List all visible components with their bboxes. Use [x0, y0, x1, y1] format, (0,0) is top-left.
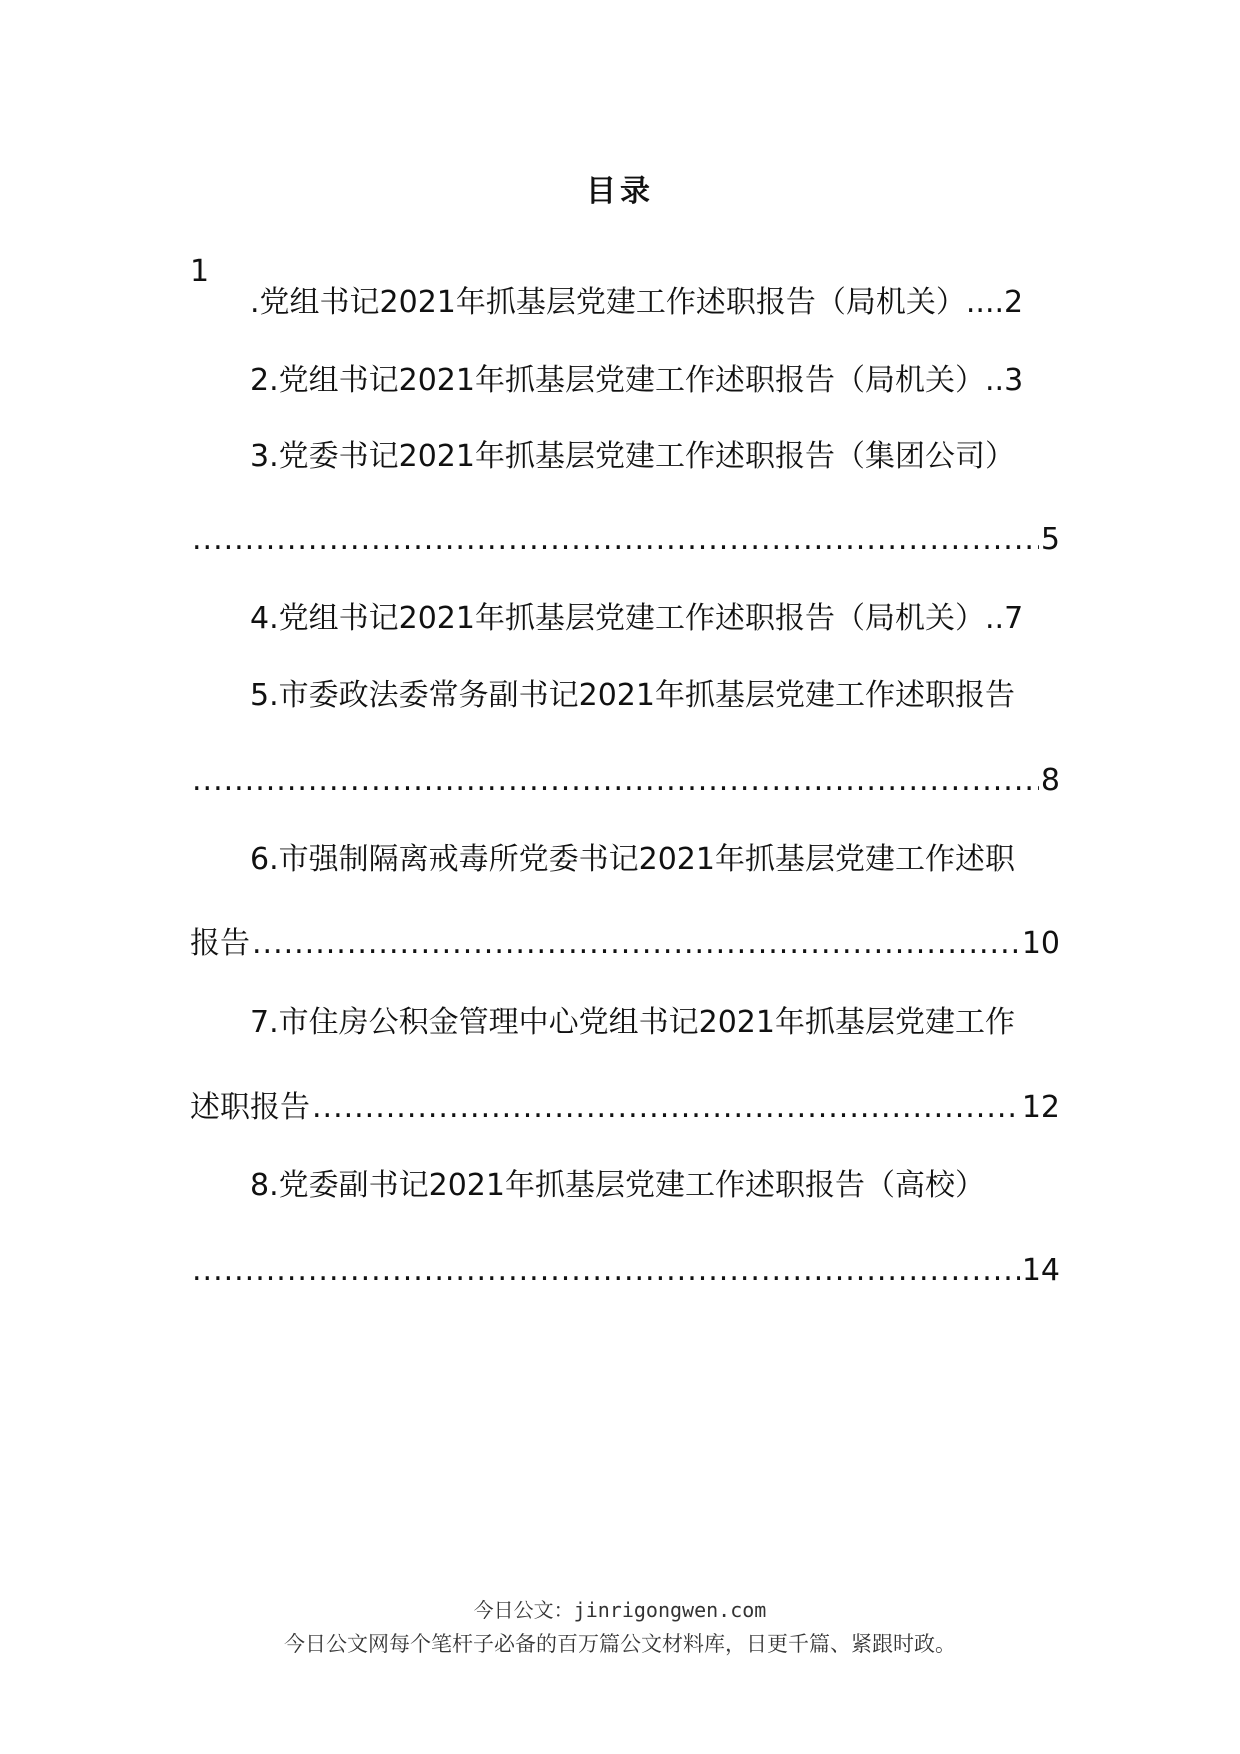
- toc-entry-4[interactable]: [250, 599, 1060, 639]
- toc-entry-page: 7: [1004, 601, 1024, 636]
- toc-entry-continuation: 述职报告: [190, 1090, 310, 1125]
- toc-entry-page: 14: [1021, 1253, 1060, 1288]
- toc-entry-3-leader[interactable]: [190, 520, 1060, 560]
- toc-title: 目录: [586, 174, 654, 209]
- toc-entry-page: 3: [1004, 363, 1024, 398]
- toc-entry-text: 5.市委政法委常务副书记2021年抓基层党建工作述职报告: [250, 678, 1015, 713]
- toc-entry-6-leader[interactable]: [190, 924, 1060, 964]
- toc-entry-text: 6.市强制隔离戒毒所党委书记2021年抓基层党建工作述职: [250, 842, 1015, 877]
- toc-entry-1[interactable]: [250, 283, 1060, 323]
- dot-leader: [192, 520, 1039, 560]
- toc-entry-text: 3.党委书记2021年抓基层党建工作述职报告（集团公司）: [250, 439, 1015, 474]
- toc-entry-5[interactable]: [250, 676, 1060, 716]
- toc-entry-text: 4.党组书记2021年抓基层党建工作述职报告（局机关）: [250, 601, 985, 636]
- toc-entry-8-leader[interactable]: [190, 1251, 1060, 1291]
- toc-lone-number: 1: [190, 254, 210, 289]
- toc-entry-dots: ....: [965, 285, 1005, 320]
- dot-leader: [192, 1251, 1020, 1291]
- toc-entry-text: 2.党组书记2021年抓基层党建工作述职报告（局机关）: [250, 363, 985, 398]
- footer-slogan: 今日公文网每个笔杆子必备的百万篇公文材料库，日更千篇、紧跟时政。: [284, 1632, 956, 1656]
- toc-entry-2[interactable]: [250, 361, 1060, 401]
- toc-entry-8[interactable]: [250, 1166, 1060, 1206]
- toc-entry-dots: ..: [984, 363, 1005, 398]
- toc-entry-3[interactable]: [250, 437, 1060, 477]
- dot-leader: [312, 1088, 1020, 1128]
- footer-label: 今日公文：: [473, 1598, 574, 1622]
- toc-entry-continuation: 报告: [190, 926, 250, 961]
- toc-entry-dots: ..: [984, 601, 1005, 636]
- toc-entry-page: 5: [1040, 522, 1060, 557]
- toc-entry-text: 7.市住房公积金管理中心党组书记2021年抓基层党建工作: [250, 1005, 1015, 1040]
- footer-site: [0, 1594, 1240, 1623]
- toc-entry-page: 8: [1040, 763, 1060, 798]
- toc-entry-page: 12: [1021, 1090, 1060, 1125]
- toc-entry-7-leader[interactable]: [190, 1088, 1060, 1128]
- toc-entry-page: 2: [1004, 285, 1024, 320]
- toc-entry-text: 8.党委副书记2021年抓基层党建工作述职报告（高校）: [250, 1168, 985, 1203]
- dot-leader: [192, 761, 1039, 801]
- toc-entry-6[interactable]: [250, 840, 1060, 880]
- toc-entry-7[interactable]: [250, 1003, 1060, 1043]
- toc-entry-page: 10: [1021, 926, 1060, 961]
- toc-entry-text: .党组书记2021年抓基层党建工作述职报告（局机关）: [250, 285, 966, 320]
- toc-entry-5-leader[interactable]: [190, 761, 1060, 801]
- dot-leader: [252, 924, 1020, 964]
- footer-url-link[interactable]: jinrigongwen.com: [573, 1598, 767, 1622]
